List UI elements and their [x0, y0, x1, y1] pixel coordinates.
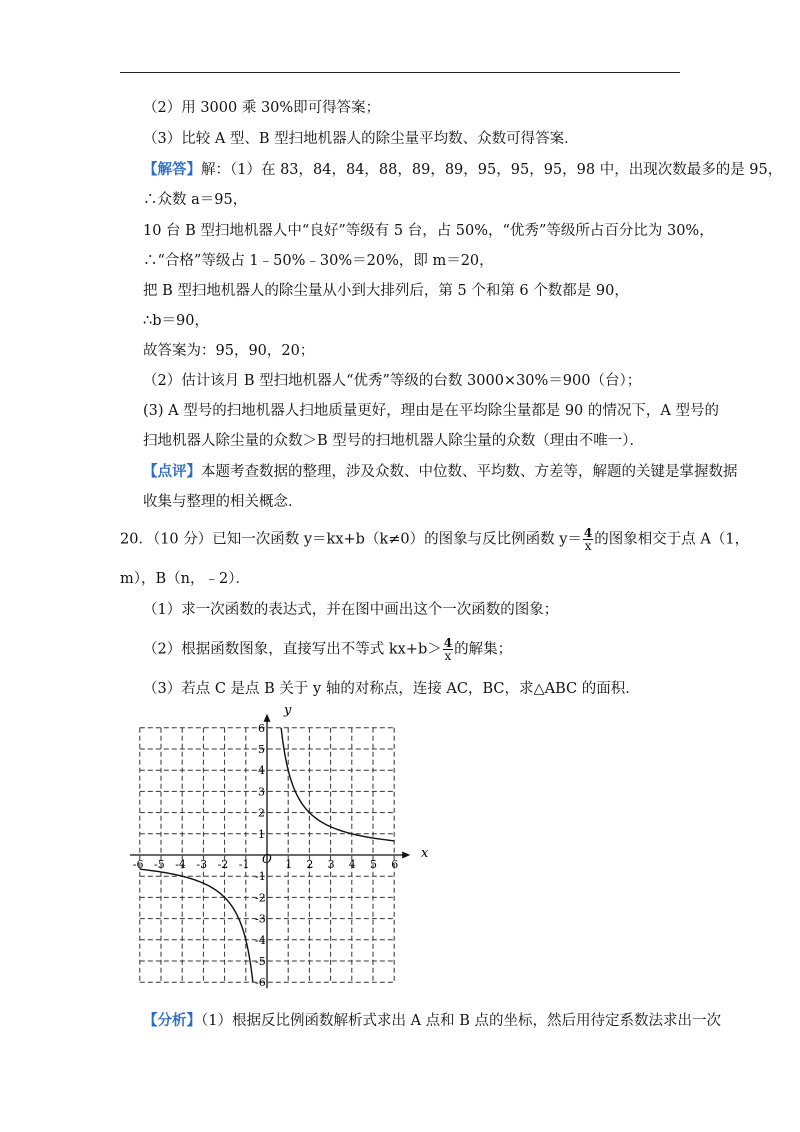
analysis-line [143, 1011, 721, 1031]
hyperbola-branch-negative [140, 869, 253, 982]
x-tick-label: -1 [238, 858, 250, 871]
header-rule [120, 72, 680, 73]
comment-line-1 [143, 462, 738, 482]
y-tick-label: -6 [255, 976, 266, 990]
y-tick-label: 6 [258, 721, 265, 735]
answer-line-9: (3) A 型号的扫地机器人扫地质量更好，理由是在平均除尘量都是 90 的情况下，A 型号的 [143, 403, 719, 419]
y-tick-label: 3 [258, 785, 265, 799]
x-tick-label: 1 [285, 858, 293, 871]
answer-line-5: 把 B 型扫地机器人的除尘量从小到大排列后，第 5 个和第 6 个数都是 90， [143, 283, 629, 299]
y-axis-label: y [284, 703, 292, 718]
answer-line-3: 10 台 B 型扫地机器人中“良好”等级有 5 台，占 50%，“优秀”等级所占百分比为 30%， [143, 223, 714, 239]
analysis-text: （1）根据反比例函数解析式求出 A 点和 B 点的坐标，然后用待定系数法求出一次 [201, 1013, 722, 1029]
y-tick-label: 5 [258, 743, 265, 756]
x-tick-label: -4 [175, 858, 186, 871]
solution-step-3: （3）比较 A 型、B 型扫地机器人的除尘量平均数、众数可得答案． [143, 131, 579, 147]
problem20-stem-cont: m），B（n，﹣2）． [120, 571, 250, 587]
coordinate-graph [130, 700, 440, 990]
solution-step-2: （2）用 3000 乘 30%即可得答案； [143, 100, 381, 116]
question-3: （3）若点 C 是点 B 关于 y 轴的对称点，连接 AC，BC，求△ABC 的面积． [143, 681, 640, 697]
fraction-numerator-2: 4 [443, 636, 453, 650]
fraction-4-over-x [583, 527, 593, 552]
answer-line-10: 扫地机器人除尘量的众数＞B 型号的扫地机器人除尘量的众数（理由不唯一）． [143, 433, 645, 449]
fraction-4-over-x-2 [443, 637, 453, 662]
x-tick-label: 2 [306, 858, 314, 871]
answer-line-6: ∴b＝90， [143, 313, 209, 329]
comment-line-2: 收集与整理的相关概念． [143, 494, 303, 510]
comment-tag: 【点评】 [143, 463, 201, 480]
comment-text-1: 本题考查数据的整理，涉及众数、中位数、平均数、方差等，解题的关键是掌握数据 [201, 464, 738, 480]
x-tick-label: -5 [154, 858, 165, 871]
origin-label: O [262, 852, 272, 866]
question-2-b: 的解集； [454, 641, 513, 658]
y-tick-label: 4 [258, 764, 265, 778]
axes [130, 714, 410, 988]
answer-line-8: （2）估计该月 B 型扫地机器人“优秀”等级的台数 3000×30%＝900（台）； [143, 373, 642, 389]
y-tick-label: -5 [255, 955, 266, 968]
x-tick-label: 4 [348, 858, 356, 871]
answer-tag: 【解答】 [143, 161, 201, 178]
x-tick-label: -6 [132, 858, 144, 871]
answer-line-1 [143, 160, 782, 180]
x-axis-arrow [402, 852, 410, 859]
answer-line-2: ∴众数 a＝95， [143, 192, 248, 208]
question-1: （1）求一次函数的表达式，并在图中画出这个一次函数的图象； [143, 602, 559, 618]
y-tick-label: -4 [255, 933, 266, 947]
problem20-stem-a: 20．（10 分）已知一次函数 y＝kx+b（k≠0）的图象与反比例函数 y＝ [120, 531, 582, 548]
fraction-denominator-2: x [444, 649, 452, 663]
hyperbola-branch-positive [281, 728, 394, 841]
answer-line-4: ∴“合格”等级占 1﹣50%﹣30%＝20%，即 m＝20， [143, 253, 494, 269]
x-tick-label: 5 [370, 858, 377, 871]
answer-text-1: 解：（1）在 83，84，84，88，89，89，95，95，95，98 中，出现次数最多的是 95， [201, 162, 783, 178]
fraction-numerator: 4 [583, 526, 593, 540]
y-tick-label: -3 [255, 912, 266, 926]
y-axis-arrow [264, 714, 271, 722]
y-tick-label: 2 [258, 806, 265, 820]
question-2-a: （2）根据函数图象，直接写出不等式 kx+b＞ [143, 641, 442, 658]
y-tick-label: -2 [255, 891, 266, 905]
y-tick-label: 1 [258, 827, 265, 841]
analysis-tag: 【分析】 [143, 1012, 201, 1029]
x-tick-label: 3 [327, 858, 335, 871]
problem20-stem [120, 527, 749, 552]
x-tick-label: 6 [391, 858, 399, 871]
x-axis-label: x [421, 846, 429, 861]
question-2 [143, 637, 512, 662]
problem20-stem-b: 的图象相交于点 A（1， [594, 531, 750, 548]
x-tick-label: -2 [217, 858, 229, 871]
x-tick-label: -3 [196, 858, 208, 871]
y-tick-label: -1 [255, 870, 266, 884]
answer-line-7: 故答案为：95，90，20； [143, 343, 315, 359]
fraction-denominator: x [584, 539, 592, 553]
